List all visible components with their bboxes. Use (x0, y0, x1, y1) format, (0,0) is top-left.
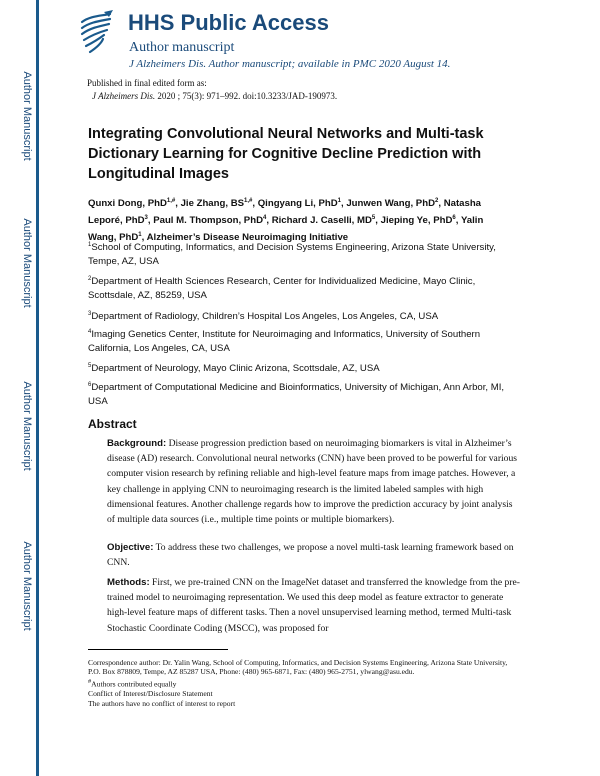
author-affiliation-mark: 1,# (244, 198, 253, 204)
affiliation-text: Department of Neurology, Mayo Clinic Arizona, Scottsdale, AZ, USA (91, 363, 380, 375)
author-affiliation-mark: 4 (263, 215, 267, 222)
affiliation-number: 5 (88, 363, 92, 369)
objective-text: To address these two challenges, we propose a novel multi-task learning framework based on CNN. (107, 542, 514, 569)
side-label: Author Manuscript (21, 541, 33, 631)
affiliation-number: 4 (88, 329, 92, 335)
author-list: Qunxi Dong, PhD$^{1,\#}$, Jie Zhang, $BS^{1,\#}$, Qingyang Li, PhD$^1$, Junwen Wang, PhD$^2$, Natasha Leporé, PhD$^3$, Paul M. Thompson, PhD$^4$, Richard J. Caselli, $MD^5$, Jieping Ye, PhD$^6$, Yalin Wang, PhD$^1$, Alzheimer’s Disease Neuroimaging Initiative (88, 198, 484, 244)
published-label: Published in final edited form as: (87, 78, 207, 88)
side-label: Author Manuscript (21, 71, 33, 161)
abstract-methods (107, 575, 522, 636)
author-affiliation-mark: 2 (435, 198, 439, 204)
affiliation-text: Department of Computational Medicine and Bioinformatics, University of Michigan, Ann Arbor, MI, USA (88, 382, 505, 408)
author-name: Junwen Wang, PhD (346, 198, 435, 210)
citation-line (92, 91, 337, 101)
citation-details: 2020 ; 75(3): 971–992. doi:10.3233/JAD-190973. (155, 91, 338, 101)
background-label: Background: (107, 438, 167, 449)
author-affiliation-mark: 6 (452, 215, 456, 222)
author-manuscript-label: Author manuscript (129, 40, 235, 55)
author-name: Richard J. Caselli, MD (271, 215, 372, 227)
abstract-background (107, 436, 522, 527)
abstract-heading: Abstract (88, 417, 137, 431)
affiliation-text: Department of Radiology, Children’s Hospital Los Angeles, Los Angeles, CA, USA (91, 311, 439, 323)
author-name: Natasha Leporé, PhD (88, 198, 482, 227)
affiliation-item (88, 307, 518, 324)
affiliation-text: Department of Health Sciences Research, Center for Individualized Medicine, Mayo Clinic, Scottsdale, AZ, 85259, USA (88, 276, 476, 302)
affiliation-item (88, 325, 518, 356)
author-affiliation-mark: 1,# (166, 198, 176, 204)
equal-mark: # (88, 678, 92, 685)
footnote-divider (88, 649, 228, 650)
consortium-name: Alzheimer’s Disease Neuroimaging Initiative (146, 232, 349, 244)
coi-text: The authors have no conflict of interest to report (88, 699, 236, 708)
background-text: Disease progression prediction based on neuroimaging biomarkers is vital in Alzheimer’s disease (AD) research. Convolutional neural networks (CNN) have been proved to be powerful for various computer vision research by refining reliable and high-level feature maps from image patches. However, a key challenge in applying CNN to neuroimaging research is the limited labeled samples with high dimensional features. Another challenge regards how to improve the prediction accuracy by joint analysis of multiple data sources (i.e., multiple time points or multiple biomarkers). (107, 438, 518, 526)
side-margin-bar (36, 0, 39, 776)
author-affiliation-mark: 1 (138, 232, 142, 239)
equal-text: Authors contributed equally (91, 679, 177, 689)
affiliation-item (88, 378, 518, 409)
correspondence-note: Correspondence author: Dr. Yalin Wang, School of Computing, Informatics, and Decision Systems Engineering, Arizona State University, P.O. Box 878809, Tempe, AZ 85287 USA, Phone: (480) 965-6871, Fax: (480) 965-2751, ylwang@asu.edu. (88, 658, 508, 676)
article-title: Integrating Convolutional Neural Networks and Multi-task Dictionary Learning for Cognitive Decline Prediction with Longitudinal Images (88, 126, 484, 182)
methods-label: Methods: (107, 577, 150, 588)
equal-contribution-note (88, 677, 508, 689)
affiliation-number: 3 (88, 311, 92, 317)
author-name: Qingyang Li, PhD (257, 198, 338, 210)
abstract-objective (107, 540, 522, 570)
author-name: Jieping Ye, PhD (380, 215, 453, 227)
author-affiliation-mark: 5 (371, 215, 376, 222)
coi-heading: Conflict of Interest/Disclosure Statement (88, 689, 213, 698)
affiliation-text: School of Computing, Informatics, and Decision Systems Engineering, Arizona State University, Tempe, AZ, USA (88, 242, 496, 268)
side-label: Author Manuscript (21, 218, 33, 308)
hhs-title: HHS Public Access (128, 10, 329, 35)
author-name: Jie Zhang, BS (180, 198, 245, 210)
affiliation-number: 6 (88, 382, 92, 388)
author-name: Yalin Wang, PhD (88, 215, 484, 244)
author-affiliation-mark: 1 (337, 198, 341, 204)
affiliation-item (88, 272, 518, 303)
affiliation-item (88, 238, 518, 269)
side-label: Author Manuscript (21, 381, 33, 471)
citation-journal: J Alzheimers Dis. (92, 91, 156, 101)
author-name: Qunxi Dong, PhD (88, 198, 167, 210)
objective-label: Objective: (107, 542, 154, 553)
affiliation-number: 2 (88, 276, 92, 282)
journal-availability-line: J Alzheimers Dis. Author manuscript; available in PMC 2020 August 14. (129, 58, 451, 70)
affiliation-text: Imaging Genetics Center, Institute for Neuroimaging and Informatics, University of Southern California, Los Angeles, CA, USA (88, 329, 481, 355)
author-affiliation-mark: 3 (144, 215, 148, 222)
methods-text: First, we pre-trained CNN on the ImageNet dataset and transferred the knowledge from the pre-trained model to neuroimaging representation. We used this deep model as feature extractor to generate high-level feature maps of different tasks. Then a novel unsupervised learning method, termed Multi-task Stochastic Coordinate Coding (MSCC), was proposed for (107, 577, 520, 634)
author-name: Paul M. Thompson, PhD (153, 215, 263, 227)
affiliation-number: 1 (88, 242, 92, 248)
affiliation-item (88, 359, 518, 376)
hhs-eagle-icon (76, 8, 116, 58)
